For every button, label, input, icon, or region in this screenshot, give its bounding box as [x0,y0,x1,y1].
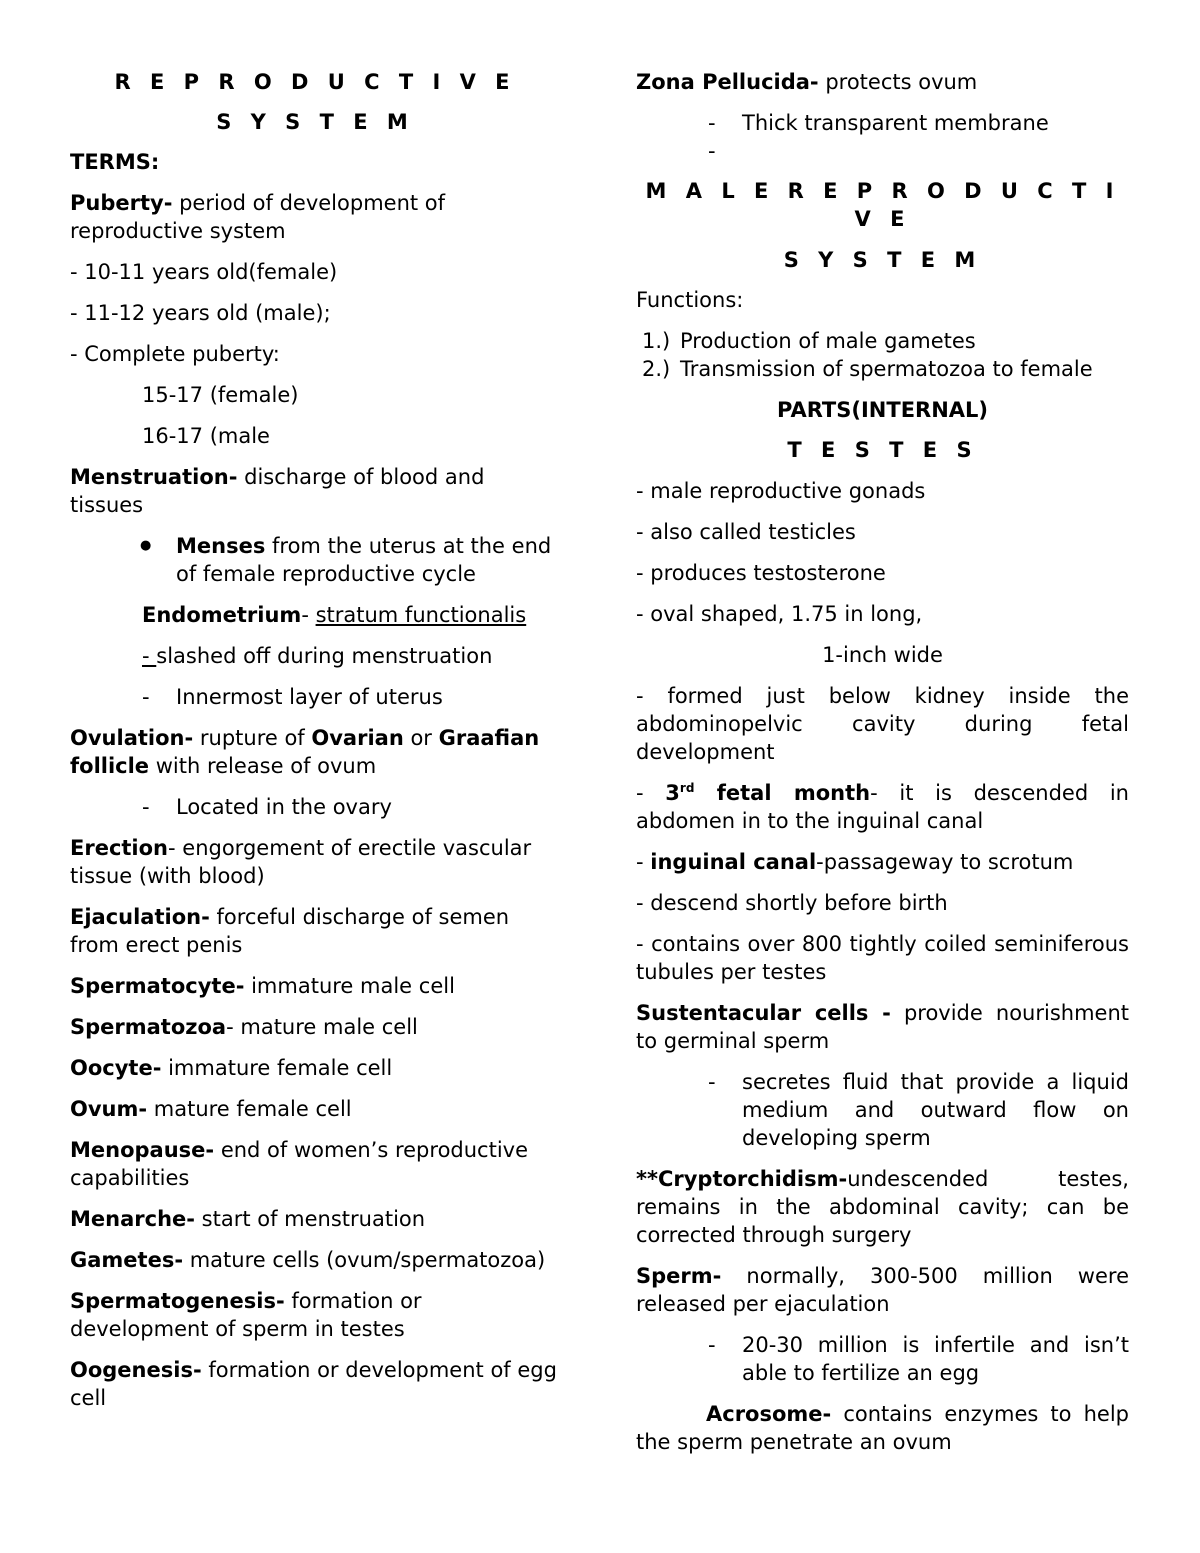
testes-testosterone: - produces testosterone [636,561,886,585]
testes-testicles: - also called testicles [636,520,856,544]
parts-heading: PARTS(INTERNAL) [776,398,989,422]
left-column [70,68,560,1412]
testes-wide: 1-inch wide [822,643,943,667]
term-zona-pellucida: Zona Pellucida- protects ovum [636,70,978,94]
term-spermatozoa: Spermatozoa- mature male cell [70,1015,418,1039]
right-column [636,68,1129,1456]
term-ejaculation: Ejaculation- forceful discharge of semen from erect penis [70,905,510,957]
bullet-menses: ● Menses from the uterus at the end of female reproductive cycle [70,532,560,588]
term-puberty: Puberty- period of development of reproductive system [70,191,446,243]
function-item: 1.) Production of male gametes [642,329,976,353]
testes-formed: - formed just below kidney inside the abdominopelvic cavity during fetal development [636,684,1129,764]
puberty-male: - 11-12 years old (male); [70,301,331,325]
page-title-line2: S Y S T E M [216,110,414,134]
section-title-male: M A L E R E P R O D U C T I V E [645,179,1120,231]
located-note: - Located in the ovary [70,793,560,821]
term-menstruation: Menstruation- discharge of blood and tissues [70,465,485,517]
testes-third-month: - 3rd fetal month- it is descended in abdomen in to the inguinal canal [636,781,1129,833]
sloughed-note: - slashed off during menstruation [142,644,493,668]
term-acrosome: Acrosome- contains enzymes to help the sperm penetrate an ovum [636,1402,1129,1454]
zona-note: - Thick transparent membrane [636,109,1129,137]
term-oocyte: Oocyte- immature female cell [70,1056,393,1080]
complete-puberty: - Complete puberty: [70,342,280,366]
testes-contains: - contains over 800 tightly coiled seminiferous tubules per testes [636,932,1129,984]
testes-oval: - oval shaped, 1.75 in long, [636,602,923,626]
term-spermatogenesis: Spermatogenesis- formation or development of sperm in testes [70,1289,422,1341]
term-ovum: Ovum- mature female cell [70,1097,352,1121]
term-menopause: Menopause- end of women’s reproductive capabilities [70,1138,529,1190]
term-sperm: Sperm- normally, 300-500 million were released per ejaculation [636,1264,1129,1316]
term-erection: Erection- engorgement of erectile vascular tissue (with blood) [70,836,532,888]
sperm-note: - 20-30 million is infertile and isn’t able to fertilize an egg [636,1331,1129,1387]
term-spermatocyte: Spermatocyte- immature male cell [70,974,455,998]
innermost-note: - Innermost layer of uterus [70,683,560,711]
term-sustentacular: Sustentacular cells - provide nourishment to germinal sperm [636,1001,1129,1053]
testes-gonads: - male reproductive gonads [636,479,926,503]
term-oogenesis: Oogenesis- formation or development of egg cell [70,1358,557,1410]
complete-female: 15-17 (female) [142,383,299,407]
term-ovulation: Ovulation- rupture of Ovarian or Graafian follicle with release of ovum [70,726,540,778]
functions-label: Functions: [636,288,744,312]
term-menarche: Menarche- start of menstruation [70,1207,426,1231]
sustentacular-note: - secretes fluid that provide a liquid medium and outward flow on developing sperm [636,1068,1129,1152]
page-title: R E P R O D U C T I V E [114,70,516,94]
term-cryptorchidism: **Cryptorchidism-undescended testes, remains in the abdominal cavity; can be corrected through surgery [636,1167,1129,1247]
terms-heading: TERMS: [70,150,160,174]
term-gametes: Gametes- mature cells (ovum/spermatozoa) [70,1248,546,1272]
section-title-male-line2: S Y S T E M [783,248,982,272]
testes-descend: - descend shortly before birth [636,891,948,915]
puberty-female: - 10-11 years old(female) [70,260,338,284]
term-endometrium: Endometrium- stratum functionalis [142,603,527,627]
testes-inguinal: - inguinal canal-passageway to scrotum [636,850,1074,874]
empty-dash-item [636,137,1129,165]
complete-male: 16-17 (male [142,424,270,448]
function-item: 2.) Transmission of spermatozoa to female [642,357,1093,381]
testes-heading: T E S T E S [787,438,978,462]
